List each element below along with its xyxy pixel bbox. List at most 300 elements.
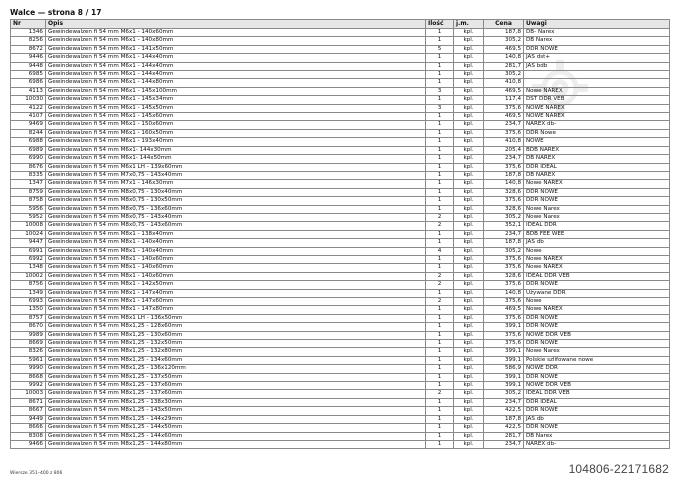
cell-opis: Gewindewalzen fi 54 mm M8x0,75 - 130x40mm bbox=[46, 188, 426, 196]
table-row[interactable] bbox=[11, 71, 670, 79]
cell-nr: 9469 bbox=[11, 121, 46, 129]
cell-qty: 2 bbox=[426, 272, 454, 280]
table-row[interactable] bbox=[11, 289, 670, 297]
cell-price: 410,8 bbox=[484, 138, 524, 146]
cell-opis: Gewindewalzen fi 54 mm M7x0,75 - 143x40mm bbox=[46, 171, 426, 179]
cell-price: 234,7 bbox=[484, 121, 524, 129]
cell-note: Polskie szlifowane nowe bbox=[524, 356, 670, 364]
cell-unit: kpl. bbox=[454, 272, 484, 280]
cell-note: IDEAL DDR bbox=[524, 222, 670, 230]
cell-nr: 9448 bbox=[11, 62, 46, 70]
cell-opis: Gewindewalzen fi 54 mm M8x0,75 - 143x60mm bbox=[46, 222, 426, 230]
table-row[interactable] bbox=[11, 96, 670, 104]
cell-qty: 1 bbox=[426, 129, 454, 137]
cell-opis: Gewindewalzen fi 54 mm M8x0,75 - 136x60mm bbox=[46, 205, 426, 213]
cell-opis: Gewindewalzen fi 54 mm M8x1,25 - 144x29mm bbox=[46, 415, 426, 423]
cell-qty: 1 bbox=[426, 79, 454, 87]
cell-unit: kpl. bbox=[454, 432, 484, 440]
cell-unit: kpl. bbox=[454, 365, 484, 373]
table-header-row bbox=[11, 20, 670, 29]
cell-opis: Gewindewalzen fi 54 mm M8x1,25 - 144x60mm bbox=[46, 432, 426, 440]
cell-unit: kpl. bbox=[454, 340, 484, 348]
table-row[interactable] bbox=[11, 171, 670, 179]
cell-opis: Gewindewalzen fi 54 mm M8x1,25 - 132x80mm bbox=[46, 348, 426, 356]
cell-unit: kpl. bbox=[454, 87, 484, 95]
cell-unit: kpl. bbox=[454, 155, 484, 163]
cell-qty: 1 bbox=[426, 398, 454, 406]
cell-opis: Gewindewalzen fi 54 mm M8x1,25 - 136x120mm bbox=[46, 365, 426, 373]
cell-qty: 1 bbox=[426, 62, 454, 70]
cell-opis: Gewindewalzen fi 54 mm M8x0,75 - 143x40mm bbox=[46, 213, 426, 221]
cell-price: 375,6 bbox=[484, 129, 524, 137]
cell-unit: kpl. bbox=[454, 289, 484, 297]
cell-price: 305,2 bbox=[484, 71, 524, 79]
cell-unit: kpl. bbox=[454, 129, 484, 137]
cell-note: BDB NAREX bbox=[524, 146, 670, 154]
cell-unit: kpl. bbox=[454, 247, 484, 255]
cell-nr: 8671 bbox=[11, 398, 46, 406]
table-row[interactable] bbox=[11, 298, 670, 306]
cell-note: DDR Nowe bbox=[524, 129, 670, 137]
table-row[interactable] bbox=[11, 62, 670, 70]
cell-price: 375,6 bbox=[484, 331, 524, 339]
cell-nr: 10024 bbox=[11, 230, 46, 238]
cell-price: 399,1 bbox=[484, 356, 524, 364]
cell-qty: 3 bbox=[426, 104, 454, 112]
cell-nr: 8756 bbox=[11, 281, 46, 289]
cell-note: DDR NOWE bbox=[524, 197, 670, 205]
cell-nr: 9990 bbox=[11, 365, 46, 373]
table-row[interactable] bbox=[11, 163, 670, 171]
cell-unit: kpl. bbox=[454, 281, 484, 289]
cell-note: JAS bdb bbox=[524, 62, 670, 70]
cell-unit: kpl. bbox=[454, 255, 484, 263]
cell-opis: Gewindewalzen fi 54 mm M8x1 - 147x80mm bbox=[46, 306, 426, 314]
cell-note: DDR NOWE bbox=[524, 340, 670, 348]
table-row[interactable] bbox=[11, 255, 670, 263]
cell-qty: 1 bbox=[426, 29, 454, 37]
cell-price: 375,6 bbox=[484, 314, 524, 322]
cell-price: 328,6 bbox=[484, 272, 524, 280]
table-row[interactable] bbox=[11, 407, 670, 415]
cell-qty: 1 bbox=[426, 289, 454, 297]
cell-unit: kpl. bbox=[454, 239, 484, 247]
col-header-ilosc[interactable]: Ilość bbox=[426, 20, 454, 29]
cell-note: DB Narex bbox=[524, 37, 670, 45]
cell-price: 234,7 bbox=[484, 230, 524, 238]
cell-nr: 8758 bbox=[11, 197, 46, 205]
cell-qty: 1 bbox=[426, 138, 454, 146]
table-row[interactable] bbox=[11, 281, 670, 289]
cell-opis: Gewindewalzen fi 54 mm M6x1 LH - 139x60mm bbox=[46, 163, 426, 171]
table-row[interactable] bbox=[11, 306, 670, 314]
cell-qty: 1 bbox=[426, 239, 454, 247]
cell-qty: 2 bbox=[426, 390, 454, 398]
cell-price: 399,1 bbox=[484, 373, 524, 381]
table-row[interactable] bbox=[11, 382, 670, 390]
cell-unit: kpl. bbox=[454, 390, 484, 398]
table-row[interactable] bbox=[11, 365, 670, 373]
table-row[interactable] bbox=[11, 104, 670, 112]
table-row[interactable] bbox=[11, 239, 670, 247]
cell-nr: 1347 bbox=[11, 180, 46, 188]
cell-opis: Gewindewalzen fi 54 mm M8x1,25 - 137x60mm bbox=[46, 382, 426, 390]
cell-note: Nowe bbox=[524, 298, 670, 306]
table-row[interactable] bbox=[11, 45, 670, 53]
cell-price: 187,8 bbox=[484, 239, 524, 247]
cell-nr: 8672 bbox=[11, 45, 46, 53]
cell-note: NOWE DDR VEB bbox=[524, 382, 670, 390]
cell-opis: Gewindewalzen fi 54 mm M6x1 - 144x40mm bbox=[46, 54, 426, 62]
cell-note: Nowe NAREX bbox=[524, 306, 670, 314]
cell-nr: 5956 bbox=[11, 205, 46, 213]
table-row[interactable] bbox=[11, 29, 670, 37]
cell-price: 305,2 bbox=[484, 213, 524, 221]
cell-opis: Gewindewalzen fi 54 mm M6x1- 144x50mm bbox=[46, 155, 426, 163]
cell-nr: 4113 bbox=[11, 87, 46, 95]
cell-unit: kpl. bbox=[454, 71, 484, 79]
table-row[interactable] bbox=[11, 37, 670, 45]
cell-price: 586,9 bbox=[484, 365, 524, 373]
cell-price: 375,6 bbox=[484, 340, 524, 348]
cell-qty: 1 bbox=[426, 373, 454, 381]
table-row[interactable] bbox=[11, 121, 670, 129]
cell-opis: Gewindewalzen fi 54 mm M8x1,25 - 144x80mm bbox=[46, 440, 426, 448]
cell-qty: 1 bbox=[426, 255, 454, 263]
cell-price: 375,6 bbox=[484, 298, 524, 306]
cell-note: DB- Narex bbox=[524, 29, 670, 37]
col-header-opis[interactable]: Opis bbox=[46, 20, 426, 29]
cell-unit: kpl. bbox=[454, 398, 484, 406]
cell-price: 352,1 bbox=[484, 222, 524, 230]
cell-unit: kpl. bbox=[454, 230, 484, 238]
cell-price: 469,5 bbox=[484, 87, 524, 95]
cell-qty: 1 bbox=[426, 323, 454, 331]
table-row[interactable] bbox=[11, 272, 670, 280]
cell-note: JAS db bbox=[524, 415, 670, 423]
table-row[interactable] bbox=[11, 415, 670, 423]
cell-price: 375,6 bbox=[484, 255, 524, 263]
cell-price: 469,5 bbox=[484, 113, 524, 121]
cell-opis: Gewindewalzen fi 54 mm M8x1 - 140x60mm bbox=[46, 264, 426, 272]
cell-nr: 10008 bbox=[11, 222, 46, 230]
cell-note: NOWE DDR bbox=[524, 365, 670, 373]
table-row[interactable] bbox=[11, 146, 670, 154]
table-row[interactable] bbox=[11, 155, 670, 163]
cell-unit: kpl. bbox=[454, 213, 484, 221]
cell-nr: 1346 bbox=[11, 29, 46, 37]
cell-price: 234,7 bbox=[484, 398, 524, 406]
cell-nr: 9992 bbox=[11, 382, 46, 390]
cell-price: 305,2 bbox=[484, 247, 524, 255]
cell-note: Nowe NAREX bbox=[524, 87, 670, 95]
cell-nr: 8666 bbox=[11, 424, 46, 432]
cell-unit: kpl. bbox=[454, 306, 484, 314]
cell-qty: 1 bbox=[426, 188, 454, 196]
cell-nr: 5961 bbox=[11, 356, 46, 364]
cell-unit: kpl. bbox=[454, 54, 484, 62]
cell-nr: 9989 bbox=[11, 331, 46, 339]
cell-price: 187,8 bbox=[484, 171, 524, 179]
cell-opis: Gewindewalzen fi 54 mm M6x1 - 145x60mm bbox=[46, 113, 426, 121]
cell-nr: 6993 bbox=[11, 298, 46, 306]
cell-qty: 1 bbox=[426, 365, 454, 373]
cell-qty: 4 bbox=[426, 247, 454, 255]
cell-unit: kpl. bbox=[454, 180, 484, 188]
table-row[interactable] bbox=[11, 188, 670, 196]
cell-note: DDR NOWE bbox=[524, 424, 670, 432]
cell-note: IDEAL DDR VEB bbox=[524, 390, 670, 398]
cell-opis: Gewindewalzen fi 54 mm M7x1 - 146x30mm bbox=[46, 180, 426, 188]
cell-nr: 10003 bbox=[11, 390, 46, 398]
cell-note: BDB FEE WEE bbox=[524, 230, 670, 238]
table-row[interactable] bbox=[11, 314, 670, 322]
table-row[interactable] bbox=[11, 440, 670, 448]
cell-note: Nowe Narex bbox=[524, 213, 670, 221]
cell-opis: Gewindewalzen fi 54 mm M8x1,25 - 144x50mm bbox=[46, 424, 426, 432]
cell-price: 281,7 bbox=[484, 432, 524, 440]
cell-unit: kpl. bbox=[454, 96, 484, 104]
cell-opis: Gewindewalzen fi 54 mm M8x1,25 - 137x60mm bbox=[46, 390, 426, 398]
cell-unit: kpl. bbox=[454, 407, 484, 415]
cell-nr: 6985 bbox=[11, 71, 46, 79]
cell-note: IDEAŁ DDR VEB bbox=[524, 272, 670, 280]
table-row[interactable] bbox=[11, 432, 670, 440]
cell-note: JAS db bbox=[524, 239, 670, 247]
cell-nr: 8667 bbox=[11, 407, 46, 415]
table-row[interactable] bbox=[11, 138, 670, 146]
cell-qty: 1 bbox=[426, 306, 454, 314]
cell-price: 375,6 bbox=[484, 163, 524, 171]
cell-price: 422,5 bbox=[484, 407, 524, 415]
cell-nr: 9466 bbox=[11, 440, 46, 448]
cell-qty: 1 bbox=[426, 415, 454, 423]
cell-opis: Gewindewalzen fi 54 mm M8x1 - 140x60mm bbox=[46, 272, 426, 280]
cell-qty: 1 bbox=[426, 37, 454, 45]
cell-nr: 9447 bbox=[11, 239, 46, 247]
col-header-uwagi[interactable]: Uwagi bbox=[524, 20, 670, 29]
cell-price: 140,8 bbox=[484, 289, 524, 297]
col-header-nr[interactable]: Nr bbox=[11, 20, 46, 29]
cell-opis: Gewindewalzen fi 54 mm M8x1 - 140x40mm bbox=[46, 247, 426, 255]
cell-unit: kpl. bbox=[454, 222, 484, 230]
cell-unit: kpl. bbox=[454, 171, 484, 179]
cell-qty: 1 bbox=[426, 113, 454, 121]
cell-unit: kpl. bbox=[454, 29, 484, 37]
cell-opis: Gewindewalzen fi 54 mm M6x1 - 150x60mm bbox=[46, 121, 426, 129]
cell-note: DDR NOWE bbox=[524, 45, 670, 53]
cell-nr: 8757 bbox=[11, 314, 46, 322]
cell-qty: 1 bbox=[426, 440, 454, 448]
cell-opis: Gewindewalzen fi 54 mm M6x1 - 193x40mm bbox=[46, 138, 426, 146]
cell-unit: kpl. bbox=[454, 138, 484, 146]
cell-unit: kpl. bbox=[454, 197, 484, 205]
cell-qty: 2 bbox=[426, 213, 454, 221]
cell-unit: kpl. bbox=[454, 440, 484, 448]
cell-unit: kpl. bbox=[454, 104, 484, 112]
cell-qty: 3 bbox=[426, 87, 454, 95]
cell-nr: 9446 bbox=[11, 54, 46, 62]
cell-price: 281,7 bbox=[484, 62, 524, 70]
cell-price: 187,8 bbox=[484, 29, 524, 37]
cell-note: DDR NOWE bbox=[524, 407, 670, 415]
cell-opis: Gewindewalzen fi 54 mm M8x1 LH - 136x50mm bbox=[46, 314, 426, 322]
cell-nr: 8256 bbox=[11, 37, 46, 45]
cell-unit: kpl. bbox=[454, 298, 484, 306]
cell-unit: kpl. bbox=[454, 121, 484, 129]
cell-unit: kpl. bbox=[454, 62, 484, 70]
cell-price: 469,5 bbox=[484, 45, 524, 53]
table-row[interactable] bbox=[11, 205, 670, 213]
cell-opis: Gewindewalzen fi 54 mm M6x1 - 144x40mm bbox=[46, 71, 426, 79]
cell-price: 305,2 bbox=[484, 390, 524, 398]
table-row[interactable] bbox=[11, 398, 670, 406]
cell-note: DDR IDEAL bbox=[524, 163, 670, 171]
cell-opis: Gewindewalzen fi 54 mm M6x1 - 144x80mm bbox=[46, 79, 426, 87]
cell-opis: Gewindewalzen fi 54 mm M8x1,25 - 134x60mm bbox=[46, 356, 426, 364]
cell-opis: Gewindewalzen fi 54 mm M8x1 - 138x40mm bbox=[46, 230, 426, 238]
cell-nr: 8670 bbox=[11, 323, 46, 331]
cell-nr: 8308 bbox=[11, 432, 46, 440]
cell-nr: 6990 bbox=[11, 155, 46, 163]
cell-price: 234,7 bbox=[484, 155, 524, 163]
cell-unit: kpl. bbox=[454, 146, 484, 154]
cell-opis: Gewindewalzen fi 54 mm M6x1- 144x30mm bbox=[46, 146, 426, 154]
table-row[interactable] bbox=[11, 331, 670, 339]
cell-note: JAS dst+ bbox=[524, 54, 670, 62]
cell-nr: 6992 bbox=[11, 255, 46, 263]
table-row[interactable] bbox=[11, 323, 670, 331]
cell-qty: 1 bbox=[426, 264, 454, 272]
cell-opis: Gewindewalzen fi 54 mm M8x0,75 - 130x50mm bbox=[46, 197, 426, 205]
table-row[interactable] bbox=[11, 213, 670, 221]
col-header-cena[interactable]: Cena bbox=[484, 20, 524, 29]
cell-nr: 8244 bbox=[11, 129, 46, 137]
cell-note bbox=[524, 79, 670, 87]
cell-opis: Gewindewalzen fi 54 mm M6x1 - 145x100mm bbox=[46, 87, 426, 95]
cell-nr: 6989 bbox=[11, 146, 46, 154]
cell-unit: kpl. bbox=[454, 79, 484, 87]
cell-unit: kpl. bbox=[454, 37, 484, 45]
cell-note bbox=[524, 71, 670, 79]
cell-note: NAREX db- bbox=[524, 440, 670, 448]
cell-opis: Gewindewalzen fi 54 mm M8x1,25 - 128x60mm bbox=[46, 323, 426, 331]
cell-qty: 5 bbox=[426, 45, 454, 53]
cell-note: Nowe NAREX bbox=[524, 264, 670, 272]
cell-opis: Gewindewalzen fi 54 mm M6x1 - 145x50mm bbox=[46, 104, 426, 112]
cell-nr: 5952 bbox=[11, 213, 46, 221]
cell-qty: 2 bbox=[426, 298, 454, 306]
cell-qty: 1 bbox=[426, 163, 454, 171]
cell-unit: kpl. bbox=[454, 356, 484, 364]
cell-qty: 1 bbox=[426, 424, 454, 432]
table-row[interactable] bbox=[11, 230, 670, 238]
table-row[interactable] bbox=[11, 390, 670, 398]
cell-qty: 1 bbox=[426, 171, 454, 179]
cell-opis: Gewindewalzen fi 54 mm M8x1,25 - 143x50mm bbox=[46, 407, 426, 415]
cell-qty: 1 bbox=[426, 54, 454, 62]
table-row[interactable] bbox=[11, 356, 670, 364]
cell-price: 410,8 bbox=[484, 79, 524, 87]
cell-note: Używane DDR bbox=[524, 289, 670, 297]
cell-nr: 10030 bbox=[11, 96, 46, 104]
table-row[interactable] bbox=[11, 180, 670, 188]
cell-note: DDR NOWE bbox=[524, 373, 670, 381]
table-row[interactable] bbox=[11, 373, 670, 381]
cell-note: DB Narex bbox=[524, 432, 670, 440]
table-row[interactable] bbox=[11, 264, 670, 272]
cell-qty: 1 bbox=[426, 314, 454, 322]
table-row[interactable] bbox=[11, 79, 670, 87]
cell-note: NAREX db- bbox=[524, 121, 670, 129]
cell-nr: 1349 bbox=[11, 289, 46, 297]
cell-unit: kpl. bbox=[454, 163, 484, 171]
cell-opis: Gewindewalzen fi 54 mm M8x1,25 - 130x60mm bbox=[46, 331, 426, 339]
cell-price: 399,1 bbox=[484, 323, 524, 331]
table-row[interactable] bbox=[11, 222, 670, 230]
cell-unit: kpl. bbox=[454, 348, 484, 356]
page-title: Walce — strona 8 / 17 bbox=[10, 8, 102, 17]
cell-nr: 6991 bbox=[11, 247, 46, 255]
cell-nr: 1348 bbox=[11, 264, 46, 272]
cell-nr: 6988 bbox=[11, 138, 46, 146]
cell-opis: Gewindewalzen fi 54 mm M6x1 - 144x40mm bbox=[46, 62, 426, 70]
cell-opis: Gewindewalzen fi 54 mm M8x1 - 140x60mm bbox=[46, 255, 426, 263]
cell-note: NOWE DDR VEB bbox=[524, 331, 670, 339]
cell-opis: Gewindewalzen fi 54 mm M8x1 - 147x40mm bbox=[46, 289, 426, 297]
cell-nr: 8326 bbox=[11, 348, 46, 356]
table-row[interactable] bbox=[11, 247, 670, 255]
table-row[interactable] bbox=[11, 197, 670, 205]
cell-qty: 1 bbox=[426, 71, 454, 79]
cell-price: 305,2 bbox=[484, 37, 524, 45]
table-row[interactable] bbox=[11, 113, 670, 121]
table-body bbox=[11, 29, 670, 449]
table-row[interactable] bbox=[11, 424, 670, 432]
cell-qty: 1 bbox=[426, 155, 454, 163]
cell-qty: 1 bbox=[426, 356, 454, 364]
cell-nr: 4122 bbox=[11, 104, 46, 112]
cell-qty: 1 bbox=[426, 340, 454, 348]
cell-qty: 1 bbox=[426, 197, 454, 205]
cell-qty: 1 bbox=[426, 348, 454, 356]
rows-info: Wiersze 351–400 z 806 bbox=[10, 471, 63, 476]
cell-price: 140,8 bbox=[484, 180, 524, 188]
cell-unit: kpl. bbox=[454, 188, 484, 196]
cell-note: Nowe Narex bbox=[524, 205, 670, 213]
cell-price: 399,1 bbox=[484, 382, 524, 390]
cell-note: Nowe NAREX bbox=[524, 255, 670, 263]
cell-qty: 1 bbox=[426, 205, 454, 213]
cell-unit: kpl. bbox=[454, 323, 484, 331]
cell-nr: 8759 bbox=[11, 188, 46, 196]
cell-unit: kpl. bbox=[454, 415, 484, 423]
cell-price: 469,5 bbox=[484, 306, 524, 314]
cell-unit: kpl. bbox=[454, 264, 484, 272]
cell-note: DDR IDEAL bbox=[524, 398, 670, 406]
table-row[interactable] bbox=[11, 129, 670, 137]
col-header-jm[interactable]: j.m. bbox=[454, 20, 484, 29]
cell-unit: kpl. bbox=[454, 45, 484, 53]
table-row[interactable] bbox=[11, 54, 670, 62]
cell-qty: 1 bbox=[426, 382, 454, 390]
table-row[interactable] bbox=[11, 87, 670, 95]
cell-note: DST DDR VEB bbox=[524, 96, 670, 104]
cell-note: NOWE NAREX bbox=[524, 113, 670, 121]
cell-qty: 1 bbox=[426, 96, 454, 104]
table-row[interactable] bbox=[11, 348, 670, 356]
table-row[interactable] bbox=[11, 340, 670, 348]
